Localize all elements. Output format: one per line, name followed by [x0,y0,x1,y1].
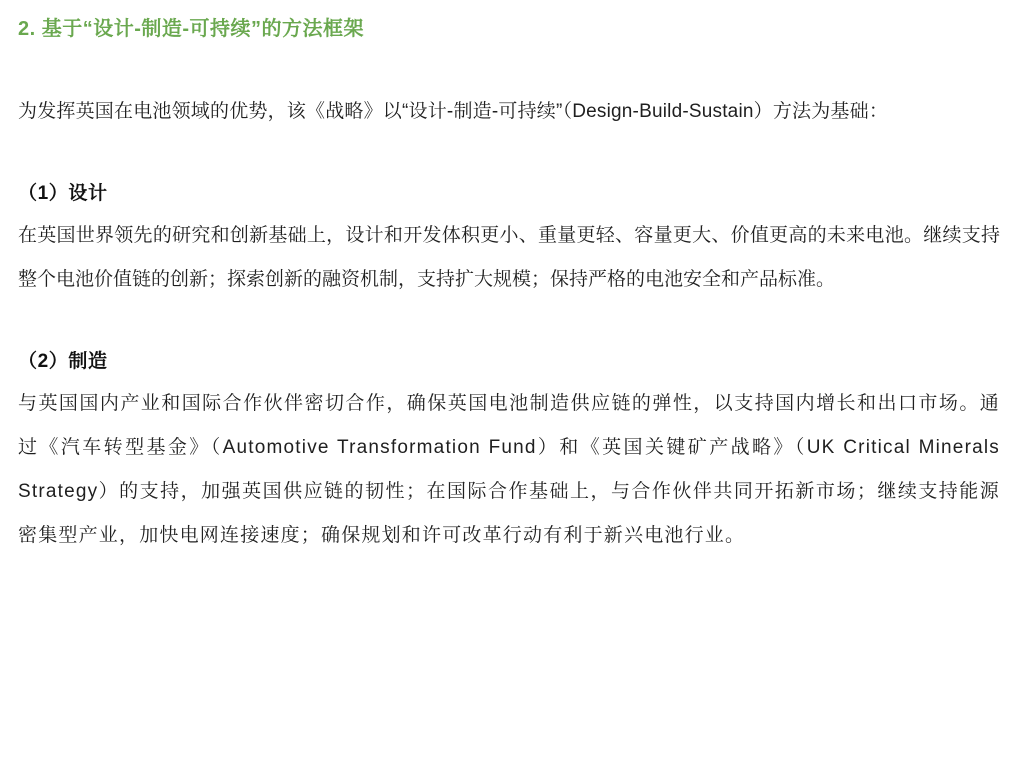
subsection-body-manufacture: 与英国国内产业和国际合作伙伴密切合作，确保英国电池制造供应链的弹性，以支持国内增长和出口市场。通过《汽车转型基金》（Automotive Transformation Fund）和《英国关键矿产战略》（UK Critical Minerals Strategy）的支持，加强英国供应链的韧性；在国际合作基础上，与合作伙伴共同开拓新市场；继续支持能源密集型产业，加快电网连接速度；确保规划和许可改革行动有利于新兴电池行业。 [18,393,1000,546]
spacer [18,44,1000,90]
spacer [18,134,1000,174]
subsection-heading-manufacture: （2）制造 [18,351,108,372]
subsection-heading-design: （1）设计 [18,183,108,204]
subsection-body-design: 在英国世界领先的研究和创新基础上，设计和开发体积更小、重量更轻、容量更大、价值更高的未来电池。继续支持整个电池价值链的创新；探索创新的融资机制，支持扩大规模；保持严格的电池安全和产品标准。 [18,225,1000,290]
spacer [18,302,1000,342]
intro-paragraph: 为发挥英国在电池领域的优势，该《战略》以“设计-制造-可持续”（Design-Build-Sustain）方法为基础： [18,101,889,122]
section-heading: 2. 基于“设计-制造-可持续”的方法框架 [18,18,365,40]
